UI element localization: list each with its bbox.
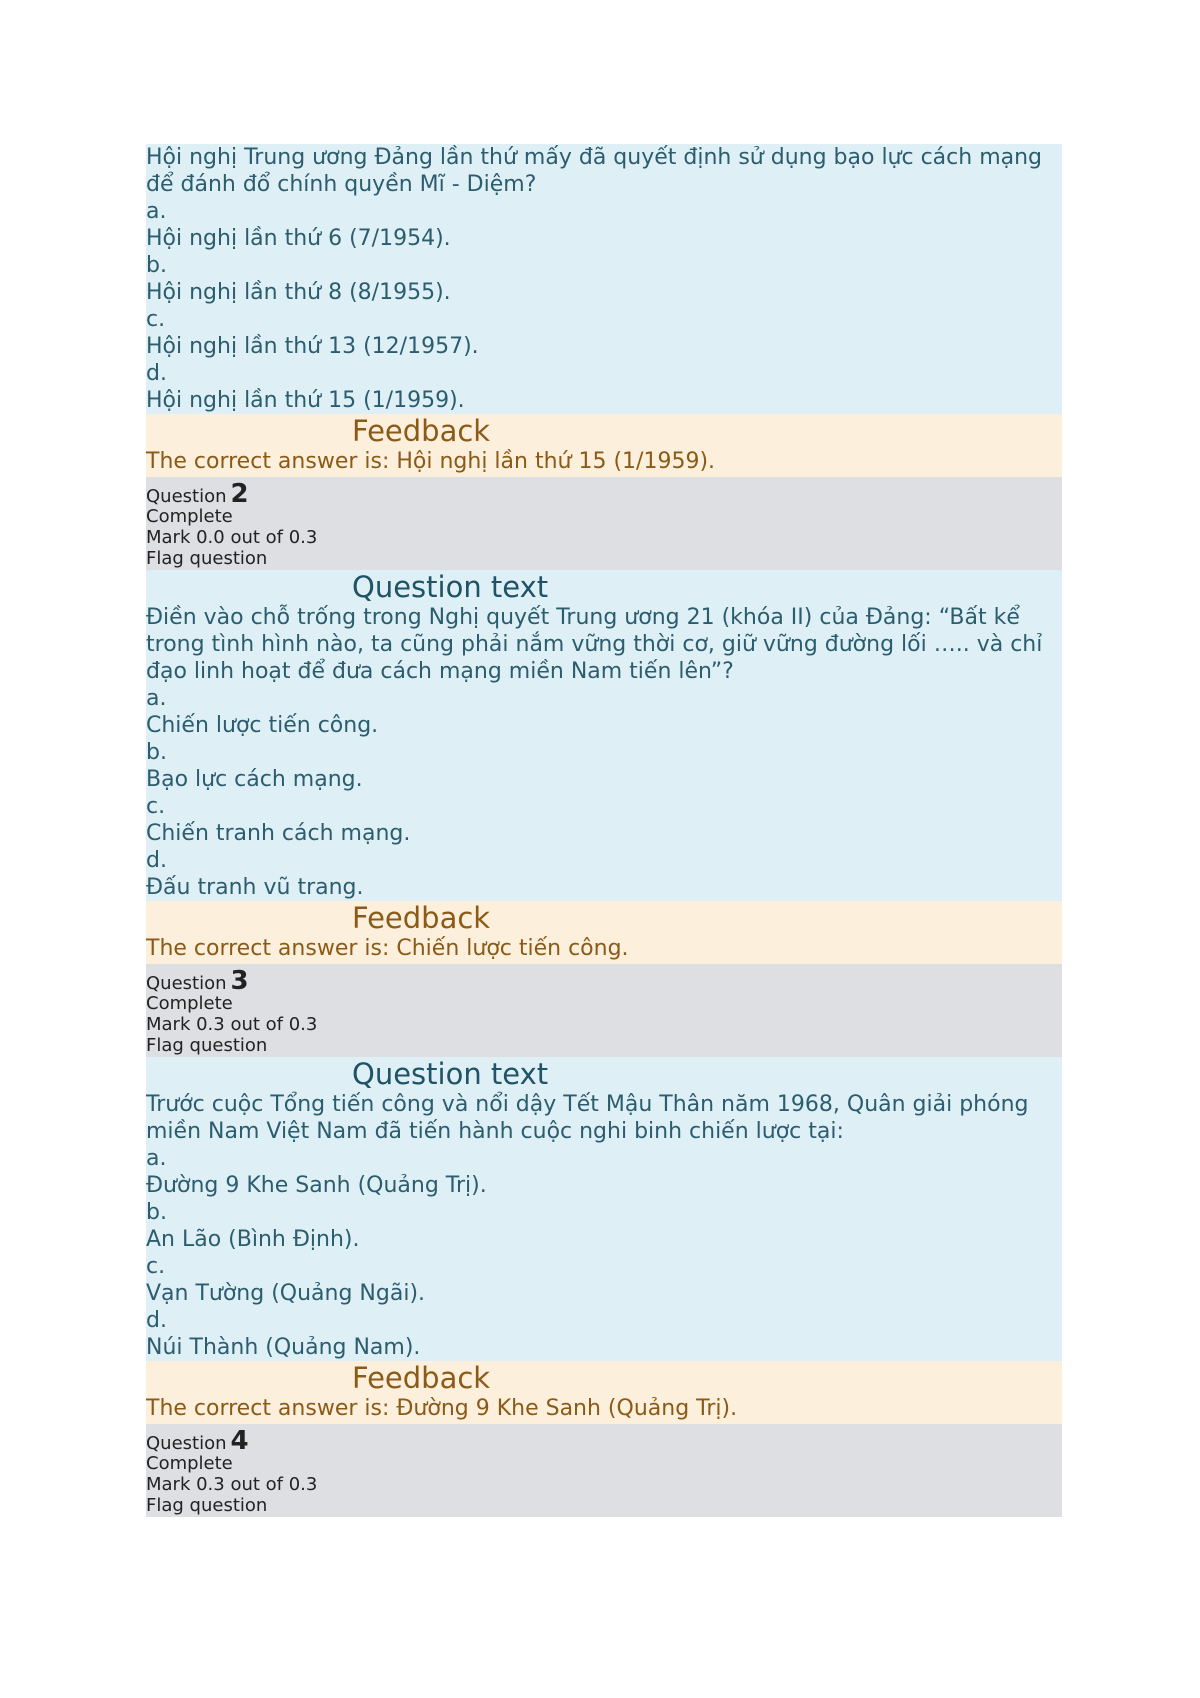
option-text[interactable]: Đường 9 Khe Sanh (Quảng Trị). [146,1173,487,1198]
feedback-heading: Feedback [352,901,491,935]
correct-answer-text: The correct answer is: Chiến lược tiến công. [146,936,629,961]
option-text[interactable]: Chiến lược tiến công. [146,713,379,738]
option-text[interactable]: An Lão (Bình Định). [146,1227,360,1252]
correct-answer-text: The correct answer is: Đường 9 Khe Sanh (Quảng Trị). [146,1396,738,1421]
question-number-row [146,1426,1062,1456]
option-letter: c. [146,307,166,332]
question-number-row [146,966,1062,996]
option-letter: d. [146,848,167,873]
option-letter: d. [146,361,167,386]
question-mark: Mark 0.0 out of 0.3 [146,527,318,548]
option-letter: c. [146,1254,166,1279]
option-text[interactable]: Hội nghị lần thứ 6 (7/1954). [146,226,451,251]
question-status: Complete [146,506,233,527]
option-letter: c. [146,794,166,819]
question-text-block [146,1057,1062,1361]
feedback-heading: Feedback [352,1361,491,1395]
question-number: 2 [230,479,249,509]
option-text[interactable]: Hội nghị lần thứ 13 (12/1957). [146,334,479,359]
question-prompt: Trước cuộc Tổng tiến công và nổi dậy Tết Mậu Thân năm 1968, Quân giải phóng miền Nam Việt Nam đã tiến hành cuộc nghi binh chiến lược tại: [146,1092,1029,1144]
question-label: Question [146,486,227,507]
question-mark: Mark 0.3 out of 0.3 [146,1474,318,1495]
feedback-block [146,901,1062,964]
question-info-block [146,477,1062,570]
question-label: Question [146,973,227,994]
option-letter: a. [146,199,167,224]
question-prompt: Hội nghị Trung ương Đảng lần thứ mấy đã quyết định sử dụng bạo lực cách mạng để đánh đổ chính quyền Mĩ - Diệm? [146,145,1043,197]
question-number-row [146,479,1062,509]
question-label: Question [146,1433,227,1454]
option-text[interactable]: Chiến tranh cách mạng. [146,821,411,846]
option-letter: a. [146,686,167,711]
option-letter: b. [146,253,167,278]
option-text[interactable]: Núi Thành (Quảng Nam). [146,1335,421,1360]
option-letter: b. [146,740,167,765]
question-info-block [146,1424,1062,1517]
correct-answer-text: The correct answer is: Hội nghị lần thứ 15 (1/1959). [146,449,716,474]
flag-question-link[interactable]: Flag question [146,548,268,569]
feedback-block [146,414,1062,477]
flag-question-link[interactable]: Flag question [146,1035,268,1056]
question-text-heading: Question text [352,1057,549,1091]
option-text[interactable]: Bạo lực cách mạng. [146,767,363,792]
option-text[interactable]: Đấu tranh vũ trang. [146,875,364,900]
feedback-heading: Feedback [352,414,491,448]
option-text[interactable]: Vạn Tường (Quảng Ngãi). [146,1281,426,1306]
question-prompt: Điền vào chỗ trống trong Nghị quyết Trung ương 21 (khóa II) của Đảng: “Bất kể trong tình hình nào, ta cũng phải nắm vững thời cơ, giữ vững đường lối ….. và chỉ đạo linh hoạt để đưa cách mạng miền Nam tiến lên”? [146,605,1043,684]
question-text-block [146,570,1062,901]
option-letter: b. [146,1200,167,1225]
question-text-block [146,144,1062,414]
quiz-review-page [146,144,1062,1517]
question-number: 3 [230,966,249,996]
question-text-heading: Question text [352,570,549,604]
option-text[interactable]: Hội nghị lần thứ 8 (8/1955). [146,280,451,305]
question-number: 4 [230,1426,249,1456]
question-info-block [146,964,1062,1057]
flag-question-link[interactable]: Flag question [146,1495,268,1516]
question-mark: Mark 0.3 out of 0.3 [146,1014,318,1035]
question-status: Complete [146,1453,233,1474]
option-text[interactable]: Hội nghị lần thứ 15 (1/1959). [146,388,465,413]
question-status: Complete [146,993,233,1014]
option-letter: a. [146,1146,167,1171]
option-letter: d. [146,1308,167,1333]
feedback-block [146,1361,1062,1424]
